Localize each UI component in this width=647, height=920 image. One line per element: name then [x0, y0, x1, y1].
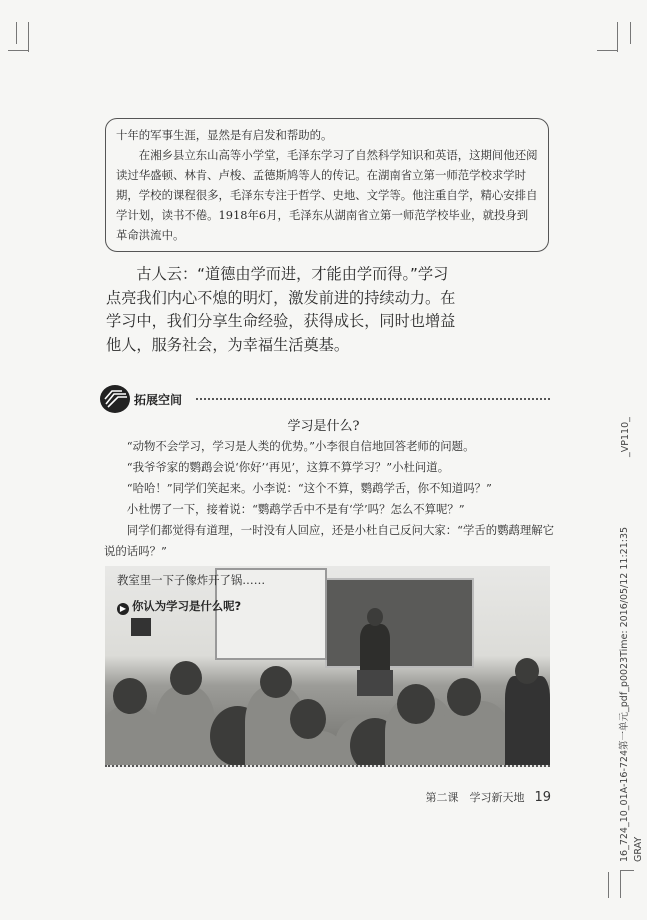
crop-mark [630, 22, 631, 44]
page-number: 19 [534, 790, 551, 805]
crop-mark [608, 872, 609, 898]
crop-mark [16, 22, 17, 44]
print-slug-file: 16_724_10_01A-16-724第一单元_pdf_p0023Time: 2016/05/12 11:21:35 [619, 526, 630, 862]
camera [131, 618, 151, 636]
crop-mark [620, 870, 621, 898]
story-line: 小杜愣了一下，接着说：“鹦鹉学舌中不是有‘学’吗？怎么不算呢？” [126, 502, 465, 516]
teacher [360, 624, 390, 672]
crop-mark [8, 50, 28, 51]
photo-caption: 教室里一下子像炸开了锅…… [117, 573, 266, 587]
standing-student [515, 658, 539, 684]
story-line: 同学们都觉得有道理，一时没有人回应，还是小杜自己反问大家：“学舌的鹦鹉理解它说的话吗？” [104, 523, 555, 558]
crop-mark [597, 50, 617, 51]
section-header [100, 385, 550, 413]
dotted-divider [196, 398, 550, 400]
story-line: “我爷爷家的鹦鹉会说‘你好’‘再见’，这算不算学习？”小杜问道。 [126, 460, 450, 474]
print-slug-code: _VP110_ [620, 417, 631, 457]
student [170, 661, 202, 695]
story-and-photo [104, 436, 556, 767]
discussion-question [117, 598, 241, 615]
page-footer [425, 789, 551, 805]
crop-mark [28, 22, 29, 52]
section-label: 拓展空间 [134, 393, 183, 407]
box-line: 十年的军事生涯，显然是有启发和帮助的。 [116, 128, 333, 142]
crop-mark [620, 870, 634, 871]
info-box [105, 118, 549, 252]
crop-mark [617, 22, 618, 52]
question-text: 你认为学习是什么呢? [132, 599, 242, 613]
classroom-photo [105, 566, 550, 767]
student [105, 706, 160, 767]
teacher-head [367, 608, 383, 626]
play-arrow-icon: ▶ [117, 603, 129, 615]
story-title: 学习是什么? [287, 419, 360, 434]
print-slug-color: GRAY [633, 836, 644, 862]
standing-student [505, 676, 550, 767]
student [260, 666, 292, 698]
extension-space-icon [100, 385, 130, 413]
story-line: “哈哈！”同学们笑起来。小李说：“这个不算，鹦鹉学舌，你不知道吗？” [126, 481, 492, 495]
story [104, 436, 556, 562]
student [397, 684, 435, 724]
blackboard [325, 578, 474, 668]
lesson-title: 第二课 学习新天地 [425, 791, 525, 804]
student [447, 678, 481, 716]
student [113, 678, 147, 714]
box-paragraph: 在湘乡县立东山高等小学堂，毛泽东学习了自然科学知识和英语，这期间他还阅读过华盛顿、林肯、卢梭、孟德斯鸠等人的传记。在湖南省立第一师范学校求学时期，学校的课程很多，毛泽东专注于哲学、史地、文学等。他注重自学，精心安排自学计划，读书不倦。1918年6月，毛泽东从湖南省立第一师范学校毕业，就投身到革命洪流中。 [116, 148, 538, 242]
body-paragraph: 古人云：“道德由学而进，才能由学而得。”学习点亮我们内心不熄的明灯，激发前进的持续动力。在学习中，我们分享生命经验，获得成长，同时也增益他人，服务社会，为幸福生活奠基。 [106, 265, 456, 354]
student [290, 699, 326, 739]
story-line: “动物不会学习，学习是人类的优势。”小李很自信地回答老师的问题。 [126, 439, 475, 453]
podium [357, 670, 393, 696]
